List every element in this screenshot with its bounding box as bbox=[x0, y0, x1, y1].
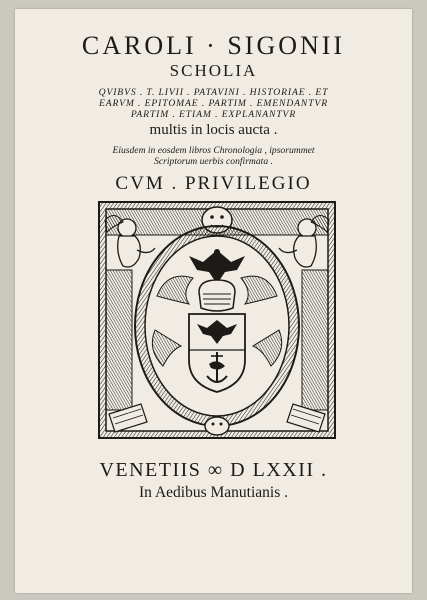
privilege-line: CVM . PRIVILEGIO bbox=[115, 173, 312, 194]
subtitle-line-1: QVIBVS . T. LIVII . PATAVINI . HISTORIAE . ET bbox=[98, 87, 329, 98]
imprint-place-date: VENETIIS ∞ D LXXII . bbox=[99, 459, 328, 481]
note-line-1: Eiusdem in eosdem libros Chronologia , ipsorummet bbox=[112, 145, 315, 156]
bottom-mask-ornament bbox=[205, 417, 229, 435]
coat-of-arms-shield bbox=[189, 314, 245, 392]
author-name: CAROLI · SIGONII bbox=[81, 31, 346, 60]
subtitle-line-2: EARVM . EPITOMAE . PARTIM . EMENDANTVR bbox=[99, 98, 328, 109]
book-title: SCHOLIA bbox=[169, 61, 258, 80]
note-line-2: Scriptorum uerbis confirmata . bbox=[154, 156, 273, 167]
printers-device-woodcut bbox=[97, 200, 337, 440]
subtitle-line-3: PARTIM . ETIAM . EXPLANANTVR bbox=[130, 109, 297, 120]
imprint-printer: In Aedibus Manutianis . bbox=[139, 484, 288, 501]
subtitle-line-4: multis in locis aucta . bbox=[149, 122, 278, 138]
title-page bbox=[15, 9, 412, 593]
helmet-icon bbox=[199, 280, 235, 311]
